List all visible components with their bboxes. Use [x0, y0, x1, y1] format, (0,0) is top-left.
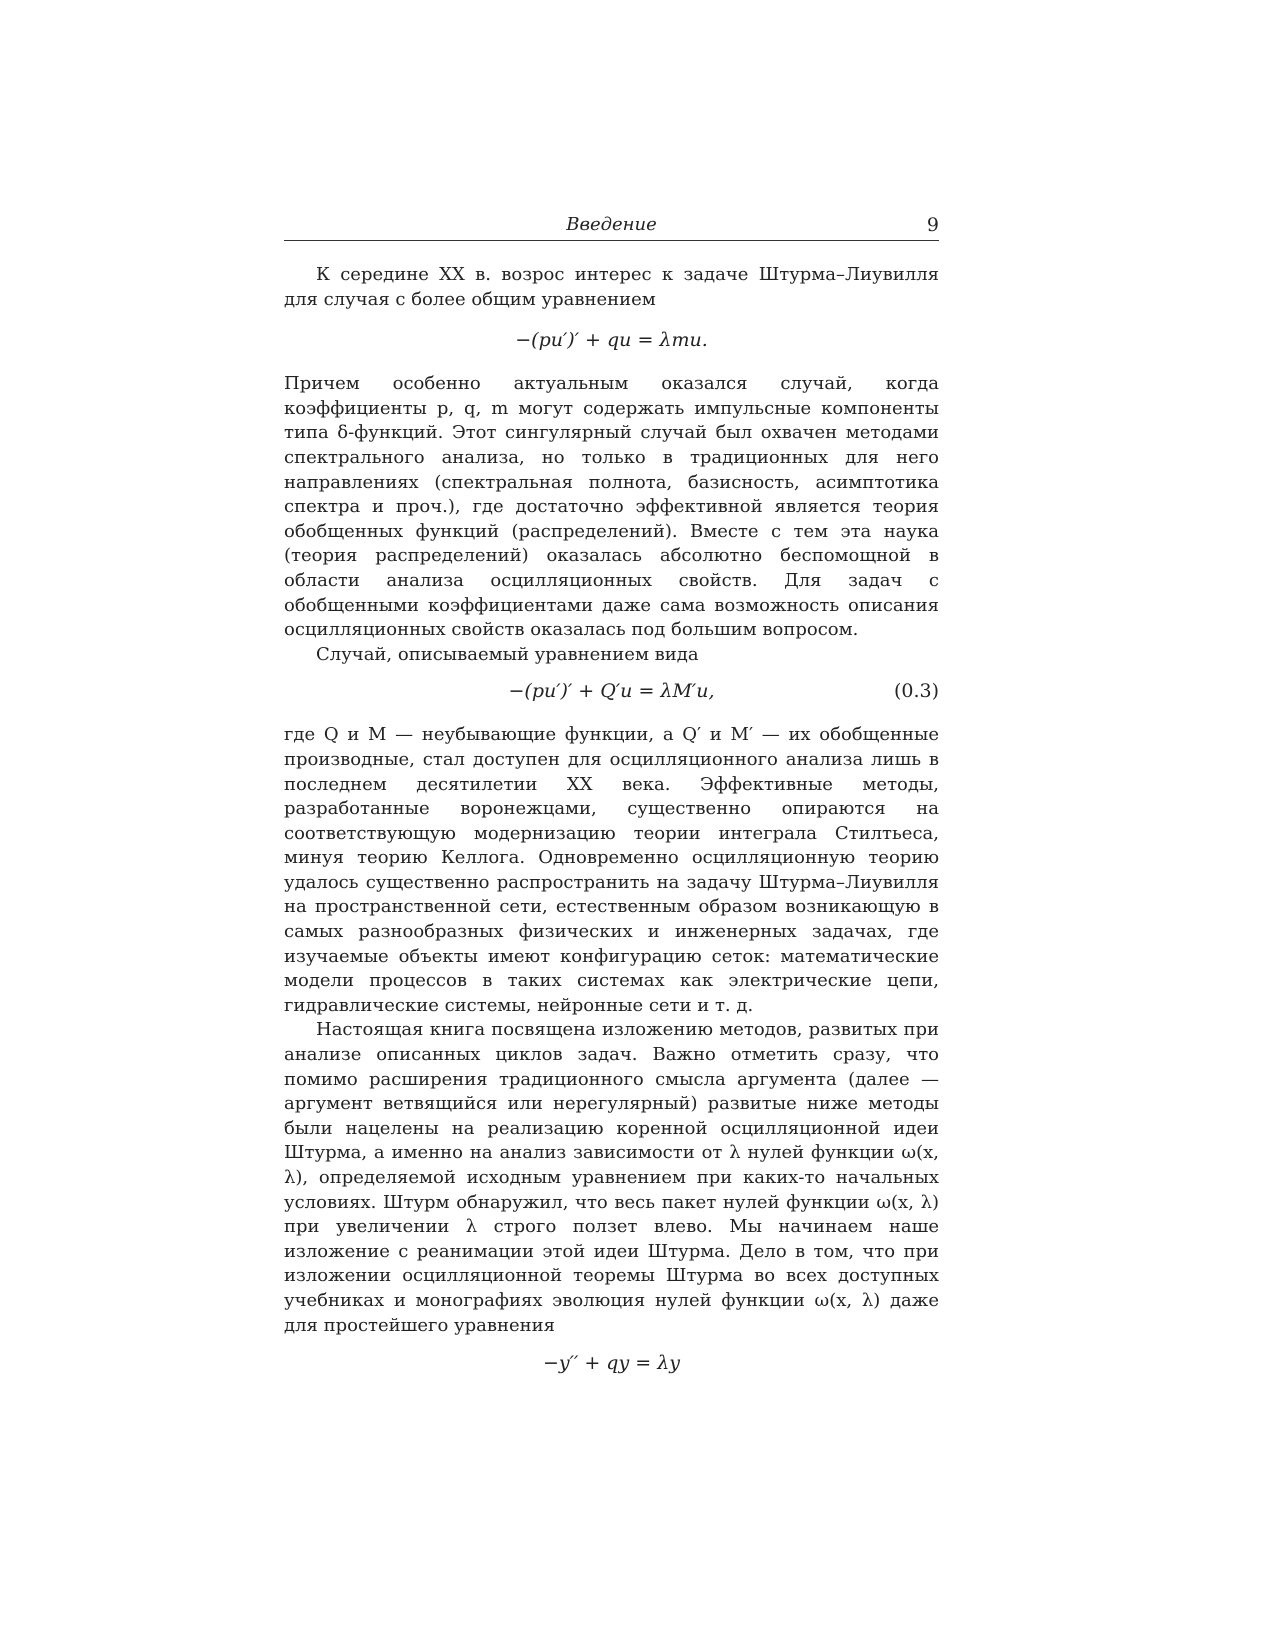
equation-number: (0.3) [893, 680, 939, 703]
formula-sturm-liouville [284, 328, 939, 352]
formula-text: −(pu′)′ + qu = λmu. [515, 329, 708, 352]
paragraph-2: Причем особенно актуальным оказался случай, когда коэффициенты p, q, m могут содержать импульсные компоненты типа δ-функций. Этот сингулярный случай был охвачен методами спектрального анализа, но только в традиционных для него направлениях (спектральная полнота, базисность, асимптотика спектра и проч.), где достаточно эффективной является теория обобщенных функций (распределений). Вместе с тем эта наука (теория распределений) оказалась абсолютно беспомощной в области анализа осцилляционных свойств. Для задач с обобщенными коэффициентами даже сама возможность описания осцилляционных свойств оказалась под большим вопросом. [284, 373, 939, 641]
formula-text: −y′′ + qy = λy [543, 1352, 680, 1375]
page-number: 9 [926, 214, 939, 236]
paragraph-4: где Q и M — неубывающие функции, а Q′ и M′ — их обобщенные производные, стал доступен для осцилляционного анализа лишь в последнем десятилетии XX века. Эффективные методы, разработанные воронежцами, существенно опираются на соответствующую модернизацию теории интеграла Стилтьеса, минуя теорию Келлога. Одновременно осцилляционную теорию удалось существенно распространить на задачу Штурма–Лиувилля на пространственной сети, естественным образом возникающую в самых разнообразных физических и инженерных задачах, где изучаемые объекты имеют конфигурацию сеток: математические модели процессов в таких системах как электрические цепи, гидравлические системы, нейронные сети и т. д. [284, 724, 939, 1016]
formula-text: −(pu′)′ + Q′u = λM′u, [508, 680, 715, 703]
paragraph-1: К середине XX в. возрос интерес к задаче Штурма–Лиувилля для случая с более общим уравнением [284, 264, 939, 310]
paragraph-5: Настоящая книга посвящена изложению методов, развитых при анализе описанных циклов задач. Важно отметить сразу, что помимо расширения традиционного смысла аргумента (далее — аргумент ветвящийся или нерегулярный) развитые ниже методы были нацелены на реализацию коренной осцилляционной идеи Штурма, а именно на анализ зависимости от λ нулей функции ω(x, λ), определяемой исходным уравнением при каких-то начальных условиях. Штурм обнаружил, что весь пакет нулей функции ω(x, λ) при увеличении λ строго ползет влево. Мы начинаем наше изложение с реанимации этой идеи Штурма. Дело в том, что при изложении осцилляционной теоремы Штурма во всех доступных учебниках и монографиях эволюция нулей функции ω(x, λ) даже для простейшего уравнения [284, 1019, 939, 1336]
formula-simple-equation [284, 1351, 939, 1375]
running-header [284, 214, 939, 241]
paragraph-3: Случай, описываемый уравнением вида [316, 643, 699, 665]
formula-0-3 [284, 679, 939, 703]
main-text [284, 263, 939, 1375]
running-title: Введение [566, 214, 657, 235]
